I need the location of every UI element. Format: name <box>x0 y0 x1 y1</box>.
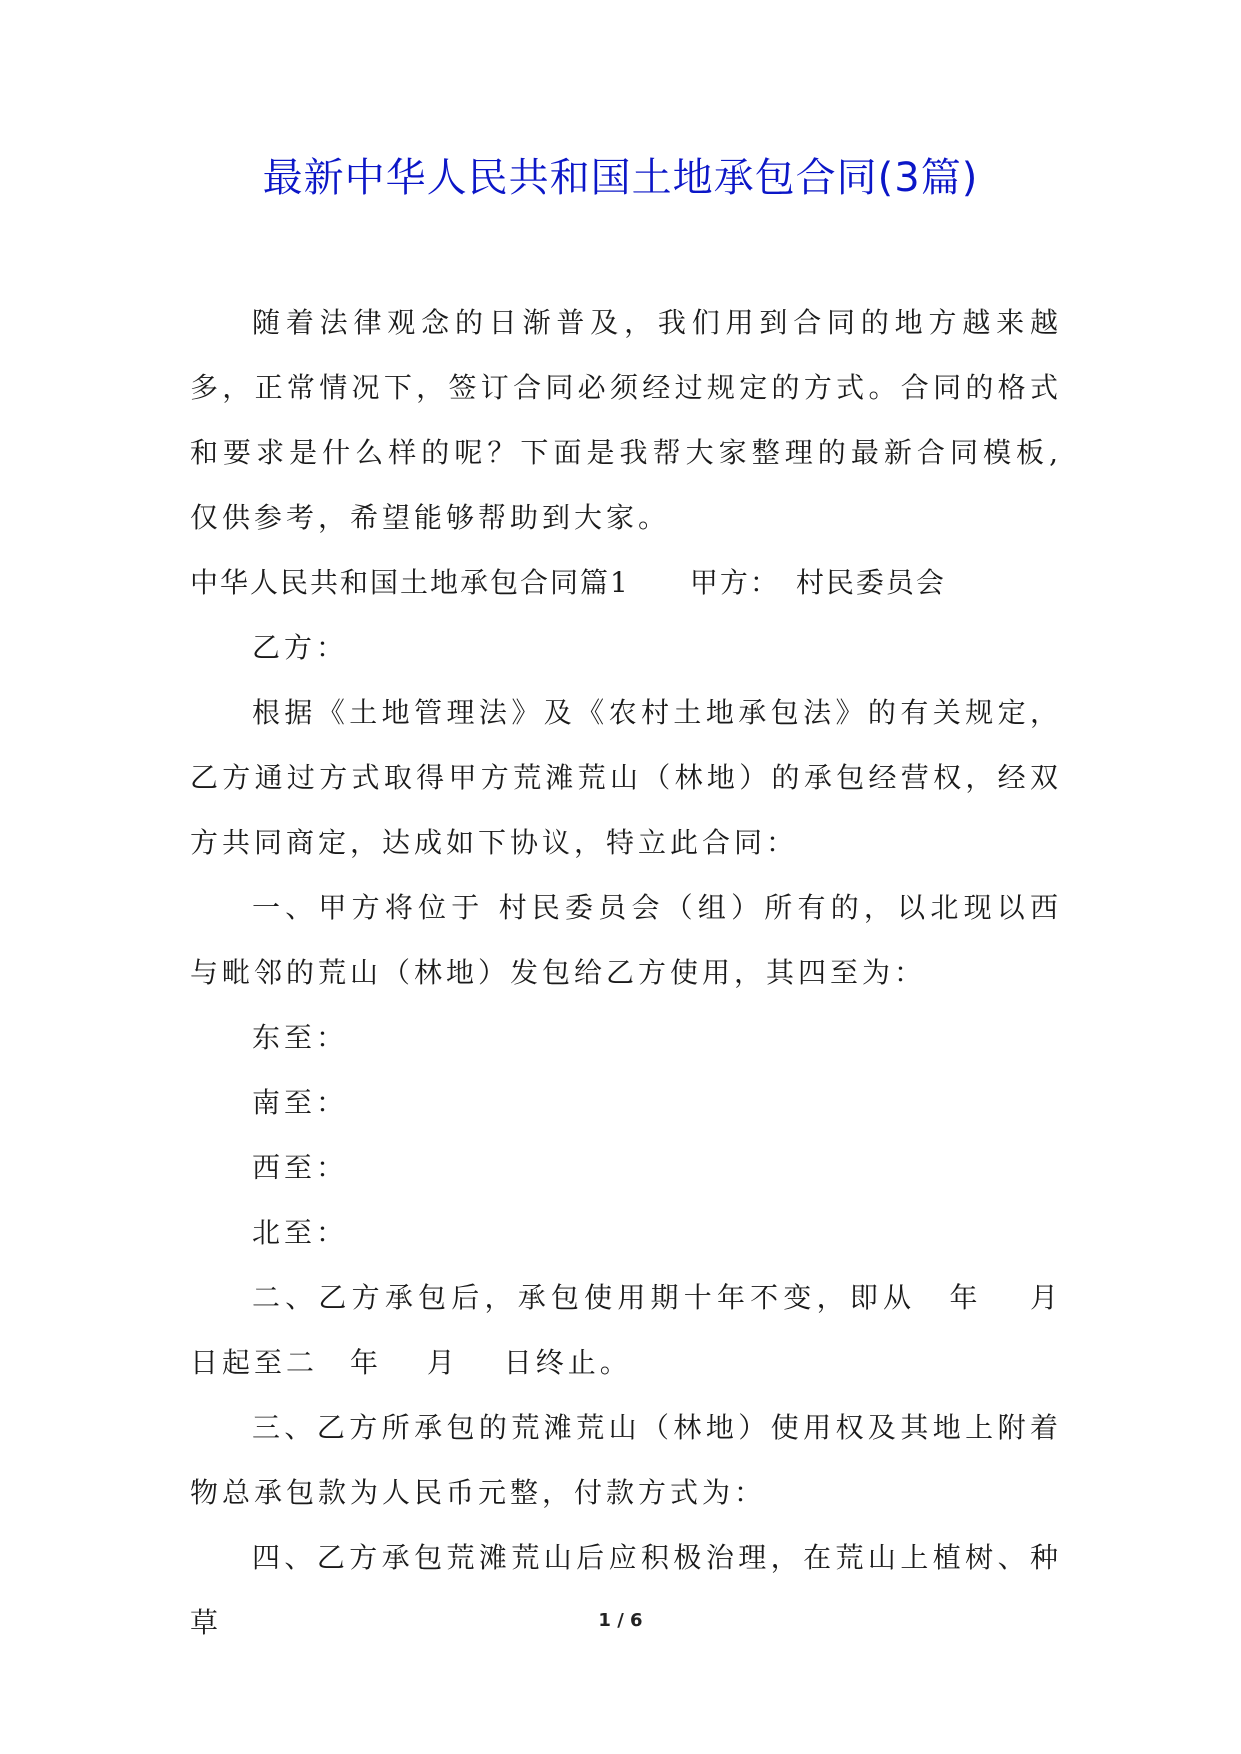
clause-two: 二、乙方承包后，承包使用期十年不变，即从 年 月 日起至二 年 月 日终止。 <box>190 1281 1107 1379</box>
contract-heading-line: 中华人民共和国土地承包合同篇1 甲方： 村民委员会 <box>190 566 946 599</box>
party-b-line: 乙方： <box>252 631 349 664</box>
document-title: 最新中华人民共和国土地承包合同(3篇) <box>262 155 979 201</box>
clause-one: 一、甲方将位于 村民委员会（组）所有的，以北现以西与毗邻的荒山（林地）发包给乙方使用，其四至为： <box>190 891 1062 989</box>
boundary-east: 东至： <box>252 1021 349 1054</box>
clause-four: 四、乙方承包荒滩荒山后应积极治理，在荒山上植树、种草 <box>190 1541 1062 1639</box>
clause-three: 三、乙方所承包的荒滩荒山（林地）使用权及其地上附着物总承包款为人民币元整，付款方式为： <box>190 1411 1062 1509</box>
page-number: 1 / 6 <box>598 1610 643 1631</box>
boundary-north: 北至： <box>252 1216 349 1249</box>
document-body <box>190 290 1107 1655</box>
boundary-south: 南至： <box>252 1086 349 1119</box>
intro-paragraph: 随着法律观念的日渐普及，我们用到合同的地方越来越多，正常情况下，签订合同必须经过规定的方式。合同的格式和要求是什么样的呢？下面是我帮大家整理的最新合同模板,仅供参考，希望能够帮助到大家。 <box>190 306 1062 534</box>
legal-basis-paragraph: 根据《土地管理法》及《农村土地承包法》的有关规定，乙方通过方式取得甲方荒滩荒山（林地）的承包经营权，经双方共同商定，达成如下协议，特立此合同： <box>190 696 1062 859</box>
boundary-west: 西至： <box>252 1151 349 1184</box>
